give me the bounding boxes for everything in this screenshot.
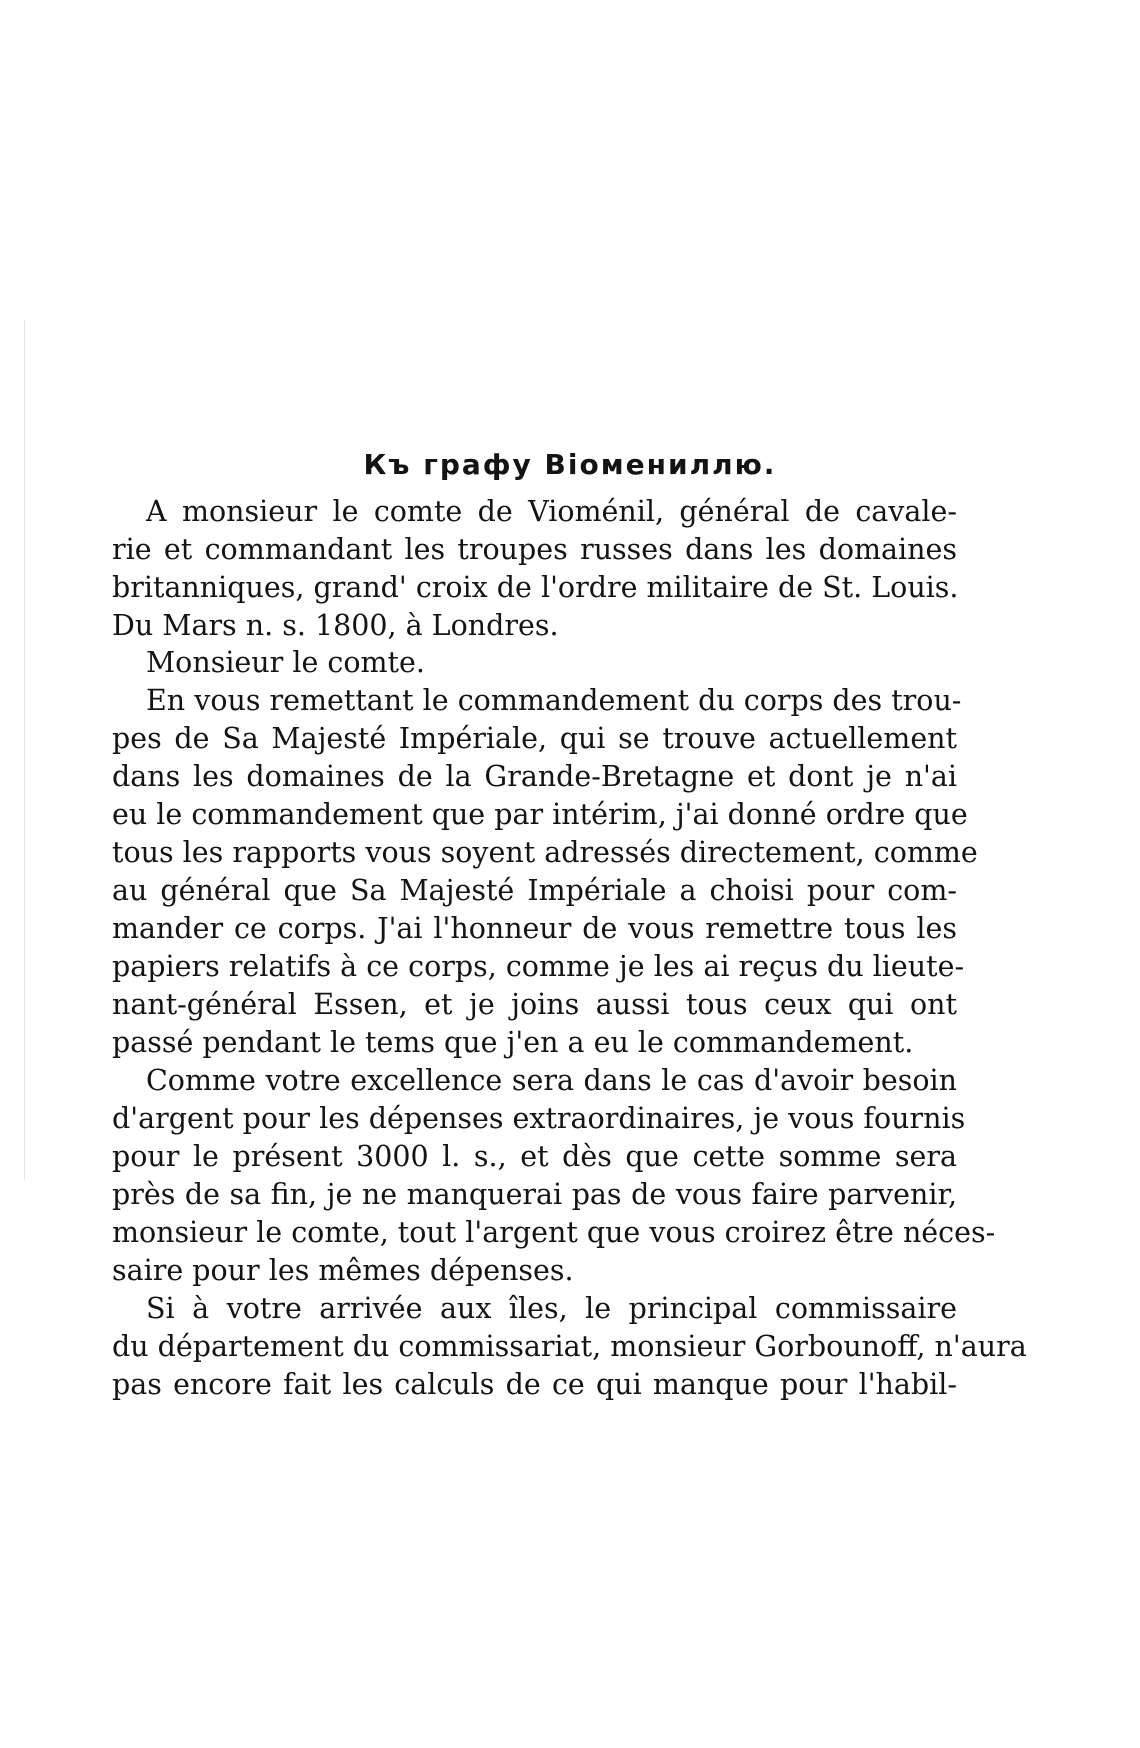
body-line: Comme votre excellence sera dans le cas d'avoir besoin	[146, 1064, 957, 1097]
body-line: pes de Sa Majesté Impériale, qui se trouve actuellement	[112, 722, 957, 755]
body-line: tous les rapports vous soyent adressés directement, comme	[112, 836, 978, 869]
address-line: Du Mars n. s. 1800, à Londres.	[112, 609, 559, 642]
body-line: papiers relatifs à ce corps, comme je les ai reçus du lieute-	[112, 950, 965, 983]
salutation: Monsieur le comte.	[146, 646, 425, 679]
address-line: britanniques, grand' croix de l'ordre militaire de St. Louis.	[112, 571, 959, 604]
body-line: nant-général Essen, et je joins aussi tous ceux qui ont	[112, 988, 957, 1021]
address-line: A monsieur le comte de Vioménil, général de cavale-	[146, 495, 957, 528]
body-line: dans les domaines de la Grande-Bretagne et dont je n'ai	[112, 760, 957, 793]
body-line: Si à votre arrivée aux îles, le principal commissaire	[146, 1292, 957, 1325]
letter-heading: Къ графу Віомениллю.	[363, 448, 777, 481]
body-line: eu le commandement que par intérim, j'ai donné ordre que	[112, 798, 968, 831]
body-line: En vous remettant le commandement du corps des trou-	[146, 684, 962, 717]
body-line: passé pendant le tems que j'en a eu le commandement.	[112, 1026, 914, 1059]
body-line: près de sa fin, je ne manquerai pas de vous faire parvenir,	[112, 1178, 957, 1211]
body-line: saire pour les mêmes dépenses.	[112, 1254, 574, 1287]
body-line: du département du commissariat, monsieur Gorbounoff, n'aura	[112, 1330, 1027, 1363]
address-line: rie et commandant les troupes russes dans les domaines	[112, 533, 957, 566]
body-line: mander ce corps. J'ai l'honneur de vous remettre tous les	[112, 912, 957, 945]
body-line: pour le présent 3000 l. s., et dès que cette somme sera	[112, 1140, 957, 1173]
body-line: pas encore fait les calculs de ce qui manque pour l'habil-	[112, 1368, 957, 1401]
body-line: d'argent pour les dépenses extraordinaires, je vous fournis	[112, 1102, 966, 1135]
body-line: au général que Sa Majesté Impériale a choisi pour com-	[112, 874, 957, 907]
body-line: monsieur le comte, tout l'argent que vous croirez être néces-	[112, 1216, 996, 1249]
